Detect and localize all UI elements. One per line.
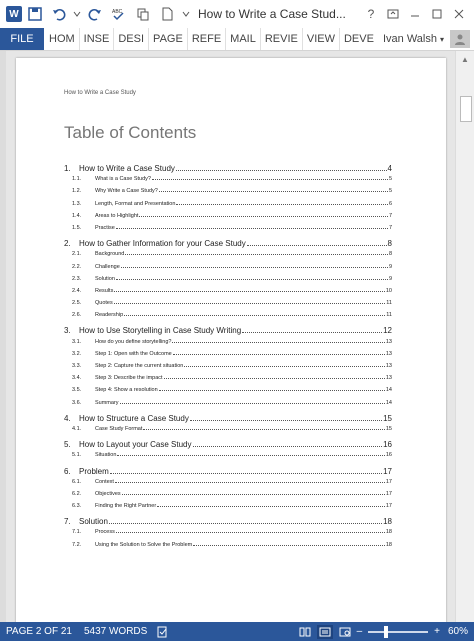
tab-references[interactable]: REFE <box>187 28 225 50</box>
toc-entry-title: Summary <box>95 399 119 406</box>
toc-entry-page: 16 <box>385 452 392 459</box>
toc-leader <box>159 390 385 391</box>
toc-leader <box>114 291 385 292</box>
toc-entry[interactable] <box>64 201 392 213</box>
ribbon-tabs <box>0 28 474 51</box>
word-count[interactable]: 5437 WORDS <box>83 626 148 637</box>
toc-leader <box>176 170 387 171</box>
toc-entry-number: 7.1. <box>72 529 82 536</box>
toc-entry-page: 4 <box>387 164 392 173</box>
toc-leader <box>184 366 385 367</box>
toc-entry-number: 6.3. <box>72 503 82 510</box>
toc-entry[interactable] <box>64 312 392 324</box>
toc-entry[interactable] <box>64 529 392 541</box>
toc-leader <box>139 216 388 217</box>
tab-view[interactable]: VIEW <box>302 28 339 50</box>
toc-leader <box>190 420 382 421</box>
toc-entry-page: 18 <box>385 529 392 536</box>
save-icon[interactable] <box>24 3 46 25</box>
toc-entry[interactable] <box>64 339 392 351</box>
toc-entry-title: What is a Case Study? <box>95 176 151 183</box>
toc-entry-page: 8 <box>387 239 392 249</box>
toc-entry-page: 17 <box>385 478 392 485</box>
toc-leader <box>164 378 385 379</box>
toc-entry-number: 3.3. <box>72 363 82 369</box>
minimize-icon[interactable] <box>404 3 426 25</box>
document-page[interactable] <box>16 58 446 622</box>
toc-entry-number: 5.1. <box>72 452 82 459</box>
toc-entry[interactable] <box>64 326 392 338</box>
zoom-in-button[interactable]: + <box>434 626 440 637</box>
toc-entry-number: 7. <box>64 517 71 527</box>
toc-entry[interactable] <box>64 387 392 399</box>
toc-heading: Table of Contents <box>64 123 197 142</box>
avatar <box>450 30 470 48</box>
toc-leader <box>116 279 388 280</box>
toc-entry-title: How to Write a Case Study <box>79 164 175 173</box>
toc-entry-number: 3.2. <box>72 350 82 357</box>
toc-entry[interactable] <box>64 264 392 276</box>
toc-leader <box>110 473 382 474</box>
document-title: How to Write a Case Stud... <box>198 7 346 21</box>
toc-entry-page: 9 <box>388 263 392 270</box>
toc-entry-number: 3. <box>64 326 71 336</box>
web-layout-icon[interactable] <box>337 625 353 639</box>
new-document-icon[interactable] <box>156 3 178 25</box>
toc-entry-title: How to Layout your Case Study <box>79 440 192 450</box>
toc-entry-page: 17 <box>385 503 392 510</box>
toc-entry[interactable] <box>64 503 392 515</box>
toc-entry-title: How to Structure a Case Study <box>79 413 189 423</box>
toc-entry-title: Why Write a Case Study? <box>95 188 158 195</box>
toc-entry-page: 13 <box>385 350 392 357</box>
toc-leader <box>193 545 385 546</box>
page-header: How to Write a Case Study <box>64 90 136 96</box>
svg-text:ABC: ABC <box>112 9 123 15</box>
toc-entry-number: 3.5. <box>72 387 82 394</box>
toc-entry-page: 11 <box>386 312 392 319</box>
toc-entry-page: 7 <box>388 224 392 231</box>
toc-entry-page: 7 <box>388 212 392 219</box>
toc-entry-title: Background <box>95 251 125 258</box>
toc-entry-title: How to Gather Information for your Case Study <box>79 239 246 249</box>
toc-entry-title: Readership <box>95 312 124 319</box>
page-count[interactable]: PAGE 2 OF 21 <box>6 626 72 637</box>
toc-entry[interactable] <box>64 251 392 263</box>
toc-entry[interactable] <box>64 164 392 176</box>
toc-entry-page: 13 <box>385 338 392 345</box>
toc-entry[interactable] <box>64 188 392 200</box>
toc-leader <box>143 429 384 430</box>
toc-entry[interactable] <box>64 440 392 452</box>
proofing-icon[interactable] <box>155 625 171 639</box>
toc-entry-page: 12 <box>383 326 392 336</box>
toc-entry-number: 3.6. <box>72 399 82 406</box>
toc-leader <box>176 204 388 205</box>
toc-entry-title: Solution <box>95 275 115 282</box>
toc-entry-number: 2.2. <box>72 263 82 270</box>
toc-entry-title: Challenge <box>95 263 120 270</box>
user-name: Ivan Walsh <box>382 33 437 45</box>
toc-entry[interactable] <box>64 426 392 438</box>
toc-entry[interactable] <box>64 479 392 491</box>
chevron-down-icon: ▾ <box>439 34 444 44</box>
toc-entry[interactable] <box>64 414 392 426</box>
toc-entry-number: 4. <box>64 413 71 423</box>
scroll-up-icon[interactable]: ▲ <box>461 54 469 64</box>
toc-leader <box>116 228 388 229</box>
toc-entry[interactable] <box>64 375 392 387</box>
toc-leader <box>159 191 388 192</box>
vertical-scrollbar[interactable] <box>455 51 474 622</box>
tab-insert[interactable]: INSE <box>79 28 114 50</box>
quick-access-toolbar <box>0 0 192 28</box>
toc-entry-page: 17 <box>385 490 392 497</box>
toc-entry[interactable] <box>64 239 392 251</box>
toc-entry-title: Finding the Right Partner <box>95 503 157 510</box>
toc-entry-number: 2.1. <box>72 251 82 258</box>
toc-leader <box>116 532 385 533</box>
toc-entry-title: Areas to Highlight <box>95 212 139 219</box>
toc-leader <box>172 342 384 343</box>
toc-entry-title: Step 1: Open with the Outcome <box>95 350 172 357</box>
toc-entry[interactable] <box>64 400 392 412</box>
toc-entry-page: 5 <box>388 176 392 183</box>
toc-entry-title: Quotes <box>95 300 113 307</box>
toc-entry-title: Step 2: Capture the current situation <box>95 363 184 369</box>
toc-leader <box>125 254 388 255</box>
toc-entry-title: Problem <box>79 466 109 476</box>
toc-entry-title: Solution <box>79 517 108 527</box>
toc-entry-number: 1.3. <box>72 200 82 207</box>
toc-entry-number: 6.1. <box>72 478 82 485</box>
toc-entry[interactable] <box>64 300 392 312</box>
toc-leader <box>157 506 385 507</box>
toc-entry-number: 4.1. <box>72 425 82 432</box>
toc-entry[interactable] <box>64 452 392 464</box>
toc-entry-number: 6.2. <box>72 490 82 497</box>
toc-leader <box>121 267 388 268</box>
more-commands-icon[interactable] <box>180 3 192 25</box>
toc-entry-number: 3.4. <box>72 375 82 382</box>
zoom-out-button[interactable]: – <box>356 626 363 637</box>
toc-entry-number: 2. <box>64 239 71 249</box>
read-mode-icon[interactable] <box>297 625 313 639</box>
toc-entry-number: 1. <box>64 164 71 173</box>
zoom-level[interactable]: 60% <box>447 626 468 637</box>
toc-entry-page: 14 <box>385 399 392 406</box>
toc-entry-number: 2.4. <box>72 287 82 294</box>
tab-mailings[interactable]: MAIL <box>225 28 260 50</box>
close-icon[interactable] <box>448 3 470 25</box>
toc-entry-number: 1.2. <box>72 188 82 195</box>
toc-entry[interactable] <box>64 363 392 375</box>
toc-entry-number: 5. <box>64 440 71 450</box>
toc-entry-page: 13 <box>385 363 392 369</box>
ribbon-display-options-icon[interactable] <box>382 3 404 25</box>
toc-entry-title: Step 3: Describe the impact <box>95 375 163 382</box>
toc-entry-page: 18 <box>383 517 392 527</box>
toc-entry-title: Step 4: Show a resolution <box>95 387 158 394</box>
toc-entry[interactable] <box>64 176 392 188</box>
toc-entry-page: 13 <box>385 375 392 382</box>
toc-leader <box>122 494 385 495</box>
toc-entry-title: How to Use Storytelling in Case Study Writing <box>79 326 242 336</box>
undo-icon[interactable] <box>48 3 70 25</box>
document-area[interactable] <box>0 51 474 622</box>
toc-entry-title: Process <box>95 529 115 536</box>
tab-design[interactable]: DESI <box>113 28 148 50</box>
table-of-contents <box>64 162 392 554</box>
toc-entry-page: 5 <box>388 188 392 195</box>
toc-entry[interactable] <box>64 288 392 300</box>
status-bar <box>0 622 474 641</box>
toc-entry-title: Objectives <box>95 490 121 497</box>
toc-entry-page: 15 <box>385 425 392 432</box>
customize-icon[interactable] <box>132 3 154 25</box>
tab-review[interactable]: REVIE <box>260 28 302 50</box>
toc-leader <box>114 303 386 304</box>
vertical-ruler <box>0 51 6 622</box>
toc-leader <box>124 315 385 316</box>
chevron-down-icon[interactable] <box>72 3 82 25</box>
word-icon[interactable]: W <box>6 6 22 22</box>
tab-page-layout[interactable]: PAGE <box>148 28 187 50</box>
zoom-slider-handle[interactable] <box>384 626 388 638</box>
spelling-icon[interactable] <box>108 3 130 25</box>
toc-entry-page: 16 <box>383 440 392 450</box>
toc-leader <box>115 482 385 483</box>
tab-file[interactable]: FILE <box>0 28 44 50</box>
toc-entry[interactable] <box>64 517 392 529</box>
toc-entry-number: 1.1. <box>72 176 82 183</box>
toc-entry-number: 2.6. <box>72 312 82 319</box>
toc-entry-title: Case Study Format <box>95 425 143 432</box>
toc-entry[interactable] <box>64 276 392 288</box>
toc-entry-title: How do you define storytelling? <box>95 338 172 345</box>
toc-entry-number: 7.2. <box>72 541 82 548</box>
toc-leader <box>242 332 382 333</box>
toc-entry-page: 8 <box>388 251 392 258</box>
toc-entry-page: 18 <box>385 541 392 548</box>
zoom-controls <box>295 625 474 639</box>
toc-leader <box>120 403 385 404</box>
toc-entry-title: Results <box>95 287 114 294</box>
toc-leader <box>152 179 388 180</box>
toc-entry-page: 14 <box>385 387 392 394</box>
tab-developer[interactable]: DEVE <box>339 28 378 50</box>
toc-leader <box>109 523 382 524</box>
help-button[interactable]: ? <box>367 7 375 21</box>
toc-entry-page: 10 <box>385 287 392 294</box>
toc-entry-number: 1.5. <box>72 224 82 231</box>
toc-entry-title: Context <box>95 478 114 485</box>
maximize-icon[interactable] <box>426 3 448 25</box>
toc-entry-title: Using the Solution to Solve the Problem <box>95 541 193 548</box>
scrollbar-thumb[interactable] <box>460 96 472 122</box>
toc-entry[interactable] <box>64 351 392 363</box>
toc-entry-number: 3.1. <box>72 338 82 345</box>
print-layout-icon[interactable] <box>317 625 333 639</box>
toc-entry[interactable] <box>64 225 392 237</box>
toc-entry[interactable] <box>64 467 392 479</box>
tab-home[interactable]: HOM <box>49 33 75 45</box>
toc-leader <box>247 245 387 246</box>
zoom-slider[interactable] <box>368 631 428 633</box>
redo-icon[interactable] <box>84 3 106 25</box>
toc-entry-page: 15 <box>383 413 392 423</box>
toc-entry-page: 9 <box>388 275 392 282</box>
toc-entry-title: Situation <box>95 452 117 459</box>
toc-entry-page: 6 <box>388 200 392 207</box>
toc-leader <box>117 455 384 456</box>
toc-entry-page: 11 <box>386 300 392 307</box>
toc-entry[interactable] <box>64 213 392 225</box>
user-account[interactable] <box>383 28 474 50</box>
toc-leader <box>193 446 383 447</box>
toc-entry-title: Practise <box>95 224 115 231</box>
toc-entry-number: 2.3. <box>72 275 82 282</box>
title-bar <box>0 0 474 28</box>
toc-entry-title: Length, Format and Presentation <box>95 200 176 207</box>
toc-leader <box>173 354 385 355</box>
toc-entry[interactable] <box>64 491 392 503</box>
toc-entry-number: 6. <box>64 466 71 476</box>
toc-entry[interactable] <box>64 542 392 554</box>
toc-entry-number: 2.5. <box>72 300 82 307</box>
toc-entry-number: 1.4. <box>72 212 82 219</box>
toc-entry-page: 17 <box>383 466 392 476</box>
